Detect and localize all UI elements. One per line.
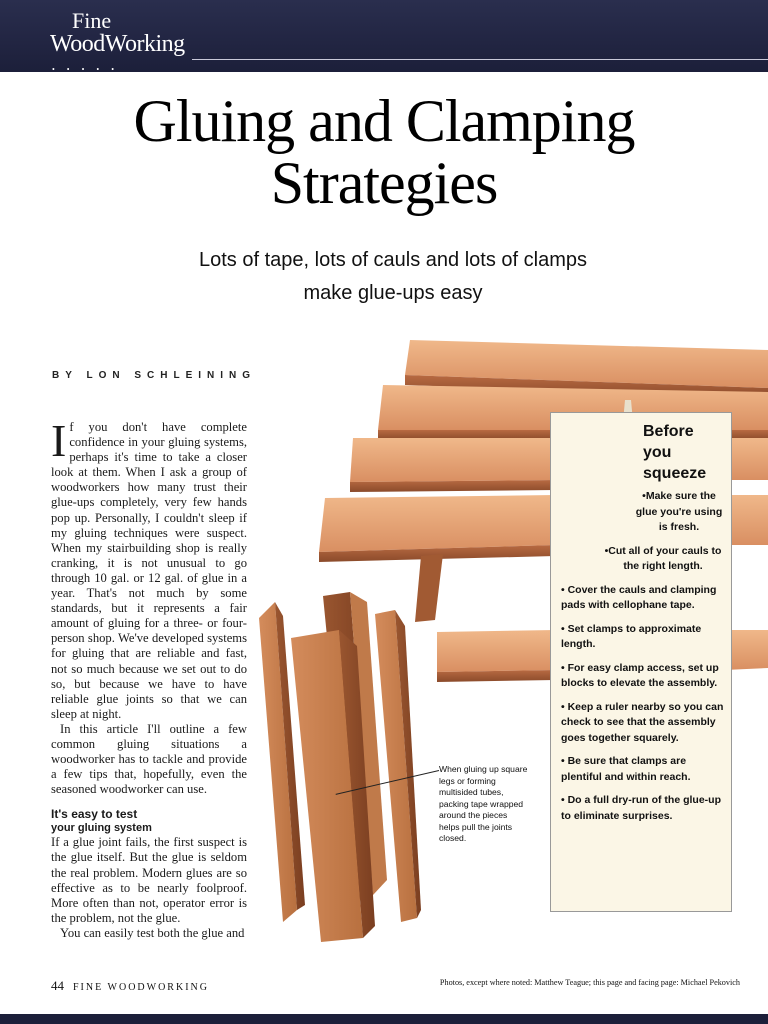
sidebar-tip: • Do a full dry-run of the glue-up to eliminate surprises. xyxy=(561,794,721,822)
sidebar-tip: • Be sure that clamps are plentiful and within reach. xyxy=(561,755,691,783)
byline: BY LON SCHLEINING xyxy=(52,370,257,381)
logo-woodworking: WoodWorking xyxy=(50,31,185,57)
magazine-logo[interactable] xyxy=(50,8,185,74)
sidebar-tip-list xyxy=(561,489,725,832)
article-subtitle xyxy=(0,244,768,310)
logo-dots: • • • • • xyxy=(52,65,120,74)
photo-caption: When gluing up square legs or forming multisided tubes, packing tape wrapped around the pieces helps pull the joints closed. xyxy=(439,764,528,843)
article-title xyxy=(0,90,768,214)
photo-credit: Photos, except where noted: Matthew Teague; this page and facing page: Michael Pekovich xyxy=(439,978,740,987)
page-number: 44 xyxy=(51,978,64,993)
title-line-2: Strategies xyxy=(270,150,498,216)
masthead-rule xyxy=(192,59,768,60)
footer-bar xyxy=(0,1014,768,1024)
section-heading: It's easy to test xyxy=(51,807,138,822)
paragraph-2: In this article I'll outline a few common gluing situations a woodworker has to tackle and provide a few tips that, hopefully, even the seasoned woodworker can use. xyxy=(51,721,247,797)
page-folio xyxy=(51,978,209,994)
paragraph-3: If a glue joint fails, the first suspect is the glue itself. But the glue is seldom the real problem. Modern glues are so effective as to be nearly foolproof. More often than not, operator error is the problem, not the glue. xyxy=(51,835,247,925)
sidebar-heading-line-3: squeeze xyxy=(643,465,707,482)
sidebar-heading-line-1: Before xyxy=(643,423,694,440)
sidebar-tip: •Cut all of your cauls to the right length. xyxy=(604,544,722,572)
paragraph-1 xyxy=(51,415,247,722)
paragraph-1-text: f you don't have complete confidence in your gluing systems, perhaps it's time to take a closer look at them. When I ask a group of woodworkers how many trust their glue-ups completely, very few hands pop up. Personally, I couldn't sleep if my gluing techniques were suspect. When my stairbuilding shop is really cranking, it is not unusual to go through 10 gal. or 12 gal. of glue in a year. That's not much by some standards, but it represents a fair amount of gluing for a three- or four-person shop. We've developed systems for gluing that are reliable and fast, not so much because we set out to do so, but because we have to have reliable glue joints so that we can sleep at night. xyxy=(51,420,247,721)
body-column xyxy=(51,415,247,941)
sidebar-tip: •Make sure the glue you're using is fresh. xyxy=(635,490,723,533)
paragraph-4: You can easily test both the glue and xyxy=(60,925,245,940)
sidebar-tip: • Cover the cauls and clamping pads with cellophane tape. xyxy=(561,583,717,611)
title-line-1: Gluing and Clamping xyxy=(133,88,635,154)
board-support xyxy=(415,554,443,622)
tips-sidebar xyxy=(550,412,732,912)
sidebar-tip: • Set clamps to approximate length. xyxy=(561,622,702,650)
sidebar-tip: • For easy clamp access, set up blocks to elevate the assembly. xyxy=(561,661,719,689)
subtitle-line-2: make glue-ups easy xyxy=(303,282,483,304)
sidebar-heading xyxy=(643,421,706,484)
subtitle-line-1: Lots of tape, lots of cauls and lots of clamps xyxy=(199,249,587,271)
section-subheading: your gluing system xyxy=(51,822,152,835)
sidebar-tip: • Keep a ruler nearby so you can check to see that the assembly goes together squarely. xyxy=(561,700,724,744)
logo-fine: Fine xyxy=(72,8,112,33)
drop-cap: I xyxy=(51,415,67,466)
sidebar-heading-line-2: you xyxy=(643,444,672,461)
magazine-name: FINE WOODWORKING xyxy=(73,982,209,993)
